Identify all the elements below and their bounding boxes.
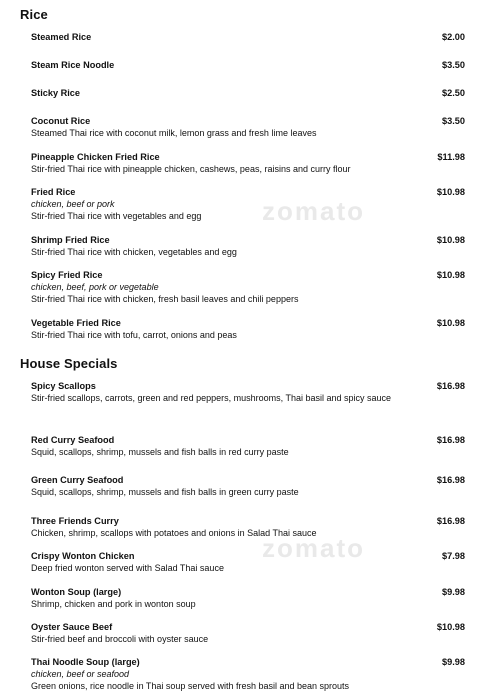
item-name: Coconut Rice: [31, 116, 91, 126]
item-name: Pineapple Chicken Fried Rice: [31, 152, 160, 162]
menu-item: [31, 186, 465, 222]
item-price: $10.98: [436, 622, 465, 632]
item-options: chicken, beef or pork: [31, 199, 115, 209]
item-name: Steamed Rice: [31, 32, 92, 42]
item-price: $2.50: [442, 88, 465, 98]
item-name: Shrimp Fried Rice: [31, 235, 110, 245]
item-price: $16.98: [436, 475, 465, 485]
item-price: $11.98: [437, 152, 465, 162]
menu-item: [31, 31, 465, 43]
item-description: Steamed Thai rice with coconut milk, lemon grass and fresh lime leaves: [31, 128, 317, 138]
item-price: $16.98: [436, 381, 465, 391]
item-options: chicken, beef, pork or vegetable: [31, 282, 159, 292]
menu-item: [31, 474, 465, 498]
item-price: $10.98: [436, 318, 465, 328]
menu-item: [31, 317, 465, 341]
item-price: $9.98: [442, 657, 465, 667]
watermark-logo: zomato: [262, 533, 365, 563]
menu-item: [31, 586, 465, 610]
item-options: chicken, beef or seafood: [31, 669, 130, 679]
menu-item: [31, 234, 465, 258]
item-price: $9.98: [442, 587, 465, 597]
item-price: $16.98: [436, 516, 465, 526]
item-description: Stir-fried Thai rice with chicken, vegetables and egg: [31, 247, 237, 257]
item-description: Stir-fried Thai rice with chicken, fresh basil leaves and chili peppers: [31, 294, 299, 304]
item-name: Thai Noodle Soup (large): [31, 657, 140, 667]
menu-item: [31, 434, 465, 458]
menu-item: [31, 656, 465, 692]
menu-item: [31, 115, 465, 139]
item-description: Stir-fried beef and broccoli with oyster sauce: [31, 634, 209, 644]
item-price: $3.50: [442, 60, 465, 70]
item-description: Chicken, shrimp, scallops with potatoes and onions in Salad Thai sauce: [31, 528, 317, 538]
item-description: Squid, scallops, shrimp, mussels and fish balls in red curry paste: [31, 447, 289, 457]
item-name: Crispy Wonton Chicken: [31, 551, 135, 561]
item-description: Stir-fried Thai rice with vegetables and egg: [31, 211, 202, 221]
item-description: Stir-fried Thai rice with tofu, carrot, onions and peas: [31, 330, 237, 340]
menu-item: [31, 515, 465, 539]
item-name: Fried Rice: [31, 187, 76, 197]
item-description: Stir-fried scallops, carrots, green and red peppers, mushrooms, Thai basil and spicy sauce: [31, 393, 392, 403]
item-name: Sticky Rice: [31, 88, 81, 98]
menu-item: [31, 621, 465, 645]
watermark-logo: zomato: [262, 196, 365, 226]
section-title-rice: Rice: [20, 7, 48, 22]
item-name: Green Curry Seafood: [31, 475, 124, 485]
item-description: Green onions, rice noodle in Thai soup served with fresh basil and bean sprouts: [31, 681, 350, 691]
item-description: Deep fried wonton served with Salad Thai sauce: [31, 563, 224, 573]
menu-item: [31, 380, 465, 404]
section-title-house-specials: House Specials: [20, 356, 118, 371]
item-price: $10.98: [436, 270, 465, 280]
item-price: $10.98: [436, 187, 465, 197]
item-price: $3.50: [442, 116, 465, 126]
item-description: Stir-fried Thai rice with pineapple chicken, cashews, peas, raisins and curry flour: [31, 164, 351, 174]
menu-item: [31, 59, 465, 71]
menu-item: [31, 87, 465, 99]
item-description: Shrimp, chicken and pork in wonton soup: [31, 599, 196, 609]
item-name: Spicy Fried Rice: [31, 270, 103, 280]
item-name: Red Curry Seafood: [31, 435, 115, 445]
menu-item: [31, 269, 465, 305]
item-name: Oyster Sauce Beef: [31, 622, 113, 632]
item-name: Vegetable Fried Rice: [31, 318, 121, 328]
item-price: $2.00: [442, 32, 465, 42]
menu-item: [31, 151, 465, 175]
item-name: Spicy Scallops: [31, 381, 96, 391]
item-price: $7.98: [442, 551, 465, 561]
item-name: Steam Rice Noodle: [31, 60, 115, 70]
item-name: Wonton Soup (large): [31, 587, 122, 597]
item-description: Squid, scallops, shrimp, mussels and fish balls in green curry paste: [31, 487, 299, 497]
item-price: $16.98: [436, 435, 465, 445]
item-price: $10.98: [436, 235, 465, 245]
menu-item: [31, 550, 465, 574]
item-name: Three Friends Curry: [31, 516, 119, 526]
